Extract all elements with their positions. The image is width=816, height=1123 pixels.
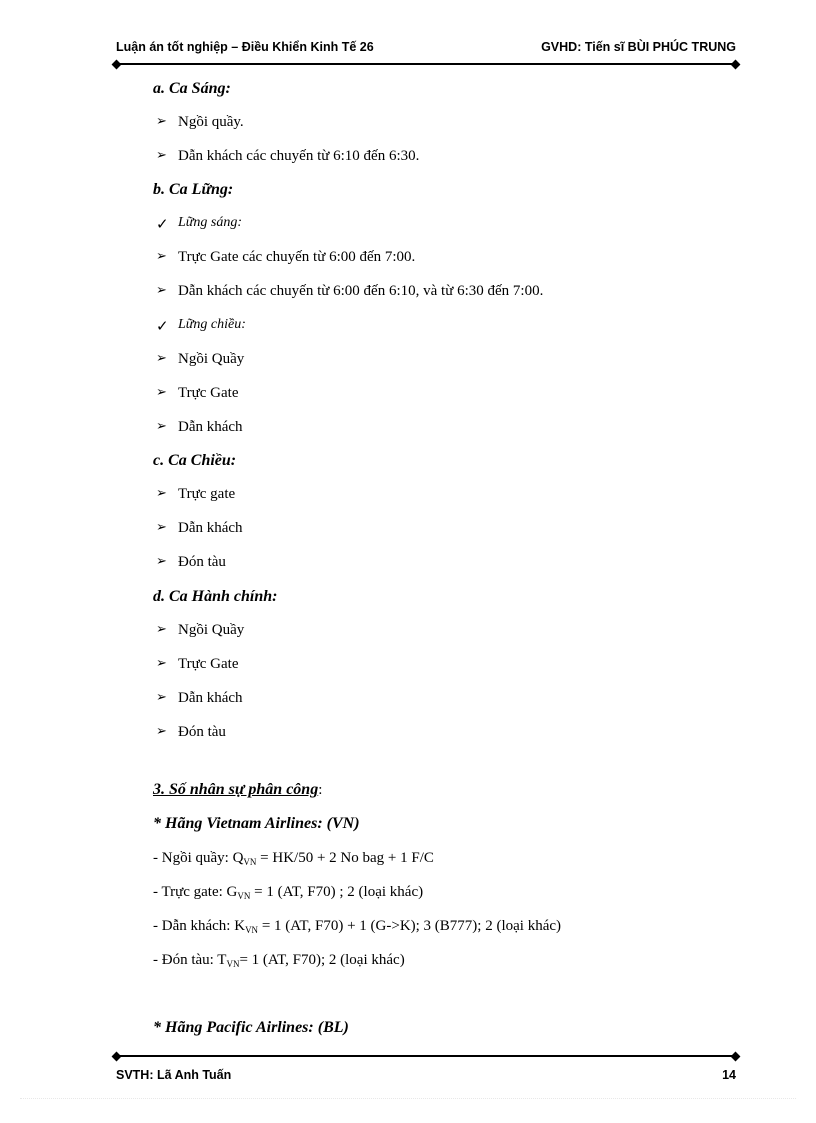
page-footer <box>116 1068 736 1086</box>
arrow-bullet-icon: ➢ <box>156 419 167 434</box>
arrow-bullet-icon: ➢ <box>156 114 167 129</box>
header-title: Luận án tốt nghiệp – Điều Khiển Kinh Tế 26 <box>116 40 374 54</box>
arrow-bullet-icon: ➢ <box>156 724 167 739</box>
section-b-title: b. Ca Lững: <box>153 181 234 198</box>
vn-line-gate: - Trực gate: $G_{VN} = 1$ (AT, F70) ; 2 (loại khác) <box>153 884 424 901</box>
section-c-title: c. Ca Chiều: <box>153 452 237 469</box>
section-3-title: 3. Số nhân sự phân công <box>153 781 319 798</box>
section-a-title: a. Ca Sáng: <box>153 80 231 97</box>
footer-rule <box>116 1055 736 1058</box>
arrow-bullet-icon: ➢ <box>156 554 167 569</box>
arrow-bullet-icon: ➢ <box>156 486 167 501</box>
arrow-bullet-icon: ➢ <box>156 351 167 366</box>
vn-airline-title: * Hãng Vietnam Airlines: (VN) <box>153 815 360 832</box>
arrow-bullet-icon: ➢ <box>156 656 167 671</box>
section-d-title: d. Ca Hành chính: <box>153 588 278 605</box>
page-edge <box>20 1098 796 1099</box>
arrow-bullet-icon: ➢ <box>156 622 167 637</box>
check-bullet-icon: ✓ <box>156 217 169 233</box>
bl-airline-title: * Hãng Pacific Airlines: (BL) <box>153 1019 349 1036</box>
header-rule <box>116 63 736 66</box>
arrow-bullet-icon: ➢ <box>156 385 167 400</box>
page-number: 14 <box>722 1068 736 1082</box>
arrow-bullet-icon: ➢ <box>156 148 167 163</box>
vn-line-ship: - Đón tàu: $T_{VN}= 1$ (AT, F70); 2 (loại khác) <box>153 952 405 969</box>
page-header <box>116 40 736 58</box>
check-bullet-icon: ✓ <box>156 319 169 335</box>
arrow-bullet-icon: ➢ <box>156 283 167 298</box>
vn-line-guide: - Dẫn khách: $K_{VN} = 1$ (AT, F70) + 1 (G->K); 3 (B777); 2 (loại khác) <box>153 918 562 935</box>
arrow-bullet-icon: ➢ <box>156 520 167 535</box>
arrow-bullet-icon: ➢ <box>156 690 167 705</box>
section-3-heading: 3. Số nhân sự phân công: <box>153 781 323 798</box>
footer-author: SVTH: Lã Anh Tuấn <box>116 1068 232 1082</box>
vn-line-counter: - Ngồi quầy: $Q_{VN} = HK/50 + 2$ No bag + 1 F/C <box>153 850 434 867</box>
header-advisor: GVHD: Tiến sĩ BÙI PHÚC TRUNG <box>541 40 736 54</box>
arrow-bullet-icon: ➢ <box>156 249 167 264</box>
